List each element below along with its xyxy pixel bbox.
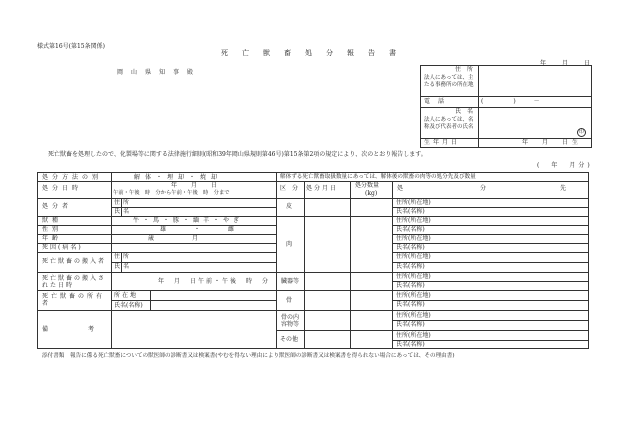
dest-address-2[interactable]: 住所(所在地) [396,217,431,224]
form-number: 様式第16号(第15条関係) [37,43,105,50]
right-section-header: 解体ずる死亡獣畜取扱数量にあっては、解体後の獣畜の肉等の処分先及び数量 [280,174,476,180]
dest-name-6[interactable]: 氏名(名称) [396,301,425,308]
phone-label: 電話 [424,98,453,105]
age-field[interactable]: 歳 月 [148,235,215,242]
address-label: 住所 [455,66,480,73]
sex-options[interactable]: 雄・雌 [160,226,263,233]
addressee: 岡山県知事殿 [117,69,202,76]
dest-name-7[interactable]: 氏名(名称) [396,321,425,328]
species-header: 獣種 [42,217,63,224]
remarks-header: 備考 [42,326,135,333]
dest-name-3[interactable]: 氏名(名称) [396,244,425,251]
class-header: 区分 [280,185,305,192]
date-line: 年 月 日 [540,60,596,67]
name-label: 氏名 [455,108,480,115]
species-options[interactable]: 牛・馬・豚・緬羊・やぎ [133,217,244,224]
dest-address-8[interactable]: 住所(所在地) [396,332,431,339]
owner-name-label: 氏名(名称) [114,302,143,309]
received-datetime-header: 死亡獣畜の搬入された日時 [42,275,107,289]
receiver-header: 死亡獣畜の搬入者 [42,258,107,265]
receiver-address-label: 住所 [114,253,133,260]
dest-address-1[interactable]: 住所(所在地) [396,199,431,206]
birth-field[interactable]: 年 月 日生 [522,139,583,146]
birth-label: 生年月日 [424,139,461,146]
time-field[interactable]: 午前・午後 時 分から午前・午後 時 分まで [113,190,230,196]
address-note: 法人にあっては、主たる事務所の所在地 [424,75,474,88]
processor-address-label: 住所 [114,199,133,206]
phone-field[interactable]: ( ) － [481,98,546,105]
category-other: その他 [280,336,299,343]
quantity-unit: (kg) [365,190,378,197]
method-options[interactable]: 解体・埋却・焼却 [134,174,223,181]
dest-name-4[interactable]: 氏名(名称) [396,263,425,270]
dest-address-7[interactable]: 住所(所在地) [396,312,431,319]
owner-location-label: 所在地 [114,292,139,299]
owner-header: 死亡獣畜の所有者 [42,293,106,307]
destination-header-2: 分 [480,185,487,192]
category-bone-contents: 骨の内容物等 [281,314,300,328]
received-datetime-field[interactable]: 年 月 日午前・午後 時 分 [158,278,271,285]
disposal-date-header: 処分月日 [306,185,339,192]
destination-header: 処 [397,185,404,192]
dest-address-6[interactable]: 住所(所在地) [396,292,431,299]
footnote: 添付書類 報告に係る死亡獣畜についての獣医師の診断書又は検案書(やむを得ない理由により獣医師の診断書又は検案書を得られない場合にあっては、その理由書) [42,353,455,359]
name-note: 法人にあっては、名称及び代表者の氏名 [424,117,474,130]
preamble: 死亡獣畜を処理したので、化製場等に関する法律施行細則(昭和39年岡山県規則第46号)第15条第2項の規定により、次のとおり報告します。 [48,151,427,158]
processor-header: 処分者 [42,203,73,210]
seal-mark: 印 [578,129,584,135]
dest-address-3[interactable]: 住所(所在地) [396,235,431,242]
dest-address-5[interactable]: 住所(所在地) [396,273,431,280]
document-title: 死亡獣畜処分報告書 [221,49,410,57]
dest-address-4[interactable]: 住所(所在地) [396,253,431,260]
category-meat: 肉 [286,241,293,248]
dest-name-2[interactable]: 氏名(名称) [396,226,425,233]
category-organs: 臓器等 [281,278,300,285]
dest-name-1[interactable]: 氏名(名称) [396,208,425,215]
dest-name-8[interactable]: 氏名(名称) [396,341,425,348]
sex-header: 性別 [42,226,63,233]
dest-name-5[interactable]: 氏名(名称) [396,282,425,289]
category-bone: 骨 [286,297,293,304]
age-header: 年齢 [42,235,63,242]
cause-header: 死因(病名) [42,244,83,251]
method-header: 処分方法の別 [42,174,103,181]
category-hide: 皮 [286,203,293,210]
datetime-header: 処分日時 [42,185,83,192]
date-field[interactable]: 年 月 日 [171,182,222,189]
period-note: ( 年 月分) [537,162,593,169]
quantity-header: 処分数量 [355,182,380,189]
destination-header-3: 先 [560,185,567,192]
receiver-name-label: 氏名 [114,263,133,270]
processor-name-label: 氏名 [114,208,133,215]
